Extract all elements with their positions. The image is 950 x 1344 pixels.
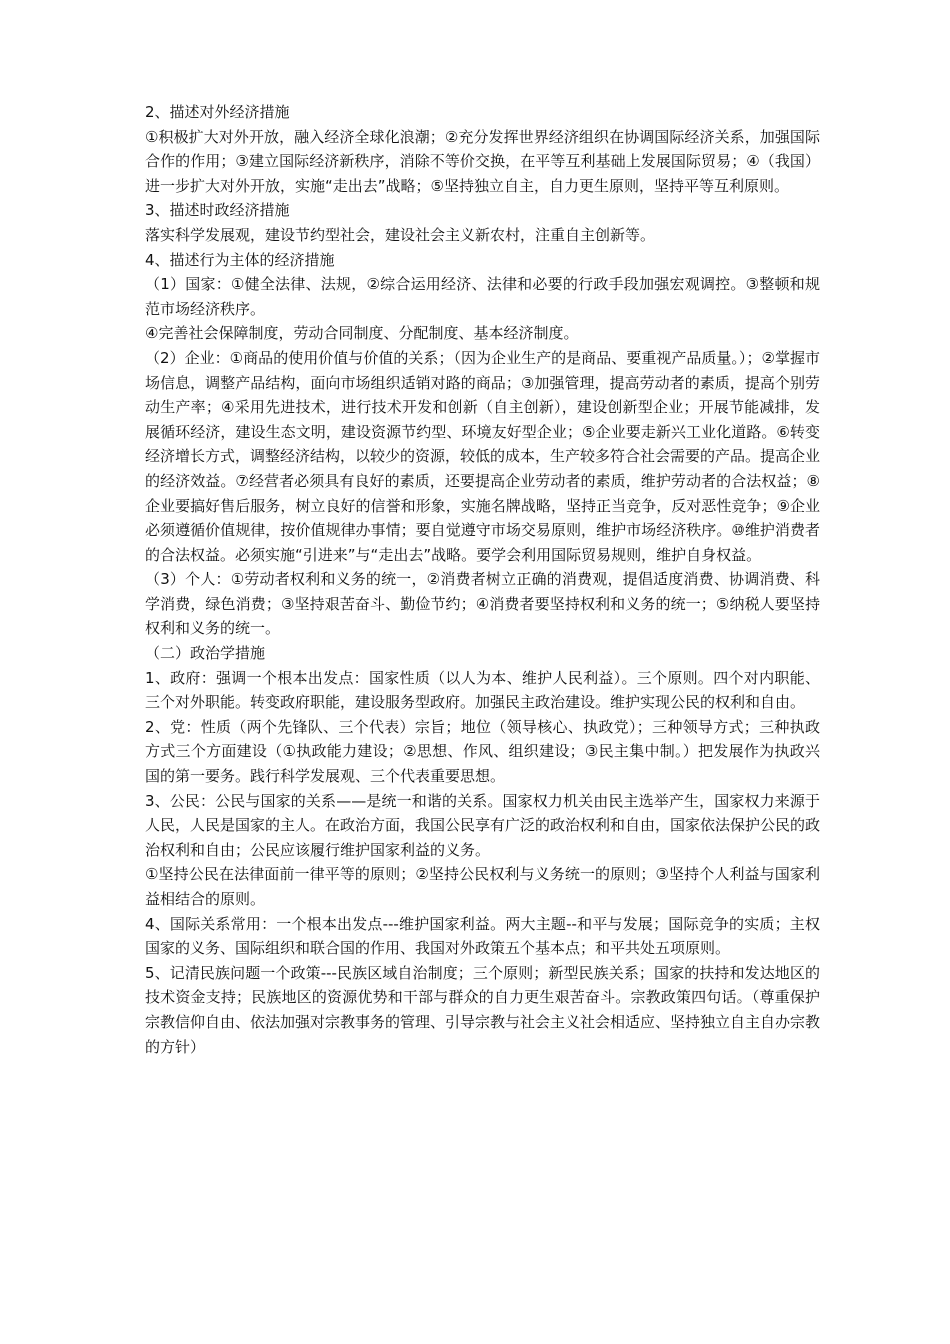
paragraph-enterprise-measures: （2）企业：①商品的使用价值与价值的关系；（因为企业生产的是商品、要重视产品质量。）；②掌握市场信息，调整产品结构，面向市场组织适销对路的商品；③加强管理，提高劳动者的素质，提高个别劳动生产率；④采用先进技术，进行技术开发和创新（自主创新），建设创新型企业；开展节能减排，发展循环经济，建设生态文明，建设资源节约型、环境友好型企业；⑤企业要走新兴工业化道路。⑥转变经济增长方式，调整经济结构，以较少的资源，较低的成本，生产较多符合社会需要的产品。提高企业的经济效益。⑦经营者必须具有良好的素质，还要提高企业劳动者的素质，维护劳动者的合法权益；⑧企业要搞好售后服务，树立良好的信誉和形象，实施名牌战略，坚持正当竞争，反对恶性竞争；⑨企业必须遵循价值规律，按价值规律办事情；要自觉遵守市场交易原则，维护市场经济秩序。⑩维护消费者的合法权益。必须实施“引进来”与“走出去”战略。要学会利用国际贸易规则，维护自身权益。 [145,348,821,564]
paragraph-citizens: 3、公民：公民与国家的关系——是统一和谐的关系。国家权力机关由民主选举产生，国家权力来源于人民，人民是国家的主人。在政治方面，我国公民享有广泛的政治权利和自由，国家依法保护公民的政治权利和自由；公民应该履行维护国家利益的义务。 [145,791,821,859]
paragraph-party: 2、党：性质（两个先锋队、三个代表）宗旨；地位（领导核心、执政党）；三种领导方式；三种执政方式三个方面建设（①执政能力建设；②思想、作风、组织建设；③民主集中制。）把发展作为执政兴国的第一要务。践行科学发展观、三个代表重要思想。 [145,717,820,786]
paragraph-international-relations: 4、国际关系常用：一个根本出发点---维护国家利益。两大主题--和平与发展；国际竞争的实质；主权国家的义务、国际组织和联合国的作用、我国对外政策五个基本点；和平共处五项原则。 [145,914,820,958]
heading-political-measures: （二）政治学措施 [145,644,266,663]
paragraph-state-measures-continued: ④完善社会保障制度，劳动合同制度、分配制度、基本经济制度。 [145,324,579,343]
heading-external-economic-measures: 2、描述对外经济措施 [145,103,290,121]
heading-current-affairs-measures: 3、描述时政经济措施 [145,201,290,220]
paragraph-current-affairs-measures: 落实科学发展观，建设节约型社会，建设社会主义新农村，注重自主创新等。 [145,225,656,244]
heading-actor-economic-measures: 4、描述行为主体的经济措施 [145,250,335,269]
paragraph-citizen-principles: ①坚持公民在法律面前一律平等的原则；②坚持公民权利与义务统一的原则；③坚持个人利益与国家利益相结合的原则。 [145,865,820,908]
document-body [145,100,820,1059]
paragraph-government: 1、政府：强调一个根本出发点：国家性质（以人为本、维护人民利益）。三个原则。四个对内职能、三个对外职能。转变政府职能，建设服务型政府。加强民主政治建设。维护实现公民的权利和自由。 [145,668,820,712]
paragraph-ethnic-religious-policy: 5、记清民族问题一个政策---民族区域自治制度；三个原则；新型民族关系；国家的扶持和发达地区的技术资金支持；民族地区的资源优势和干部与群众的自力更生艰苦奋斗。宗教政策四句话。（尊重保护宗教信仰自由、依法加强对宗教事务的管理、引导宗教与社会主义社会相适应、坚持独立自主自办宗教的方针） [145,963,821,1056]
paragraph-state-measures: （1）国家：①健全法律、法规，②综合运用经济、法律和必要的行政手段加强宏观调控。③整顿和规范市场经济秩序。 [145,275,820,318]
paragraph-individual-measures: （3）个人：①劳动者权利和义务的统一，②消费者树立正确的消费观，提倡适度消费、协调消费、科学消费，绿色消费；③坚持艰苦奋斗、勤俭节约；④消费者要坚持权利和义务的统一；⑤纳税人要坚持权利和义务的统一。 [145,570,820,638]
paragraph-external-economic-measures: ①积极扩大对外开放，融入经济全球化浪潮；②充分发挥世界经济组织在协调国际经济关系，加强国际合作的作用；③建立国际经济新秩序，消除不等价交换，在平等互利基础上发展国际贸易；④（我国）进一步扩大对外开放，实施“走出去”战略；⑤坚持独立自主，自力更生原则，坚持平等互利原则。 [145,127,820,195]
